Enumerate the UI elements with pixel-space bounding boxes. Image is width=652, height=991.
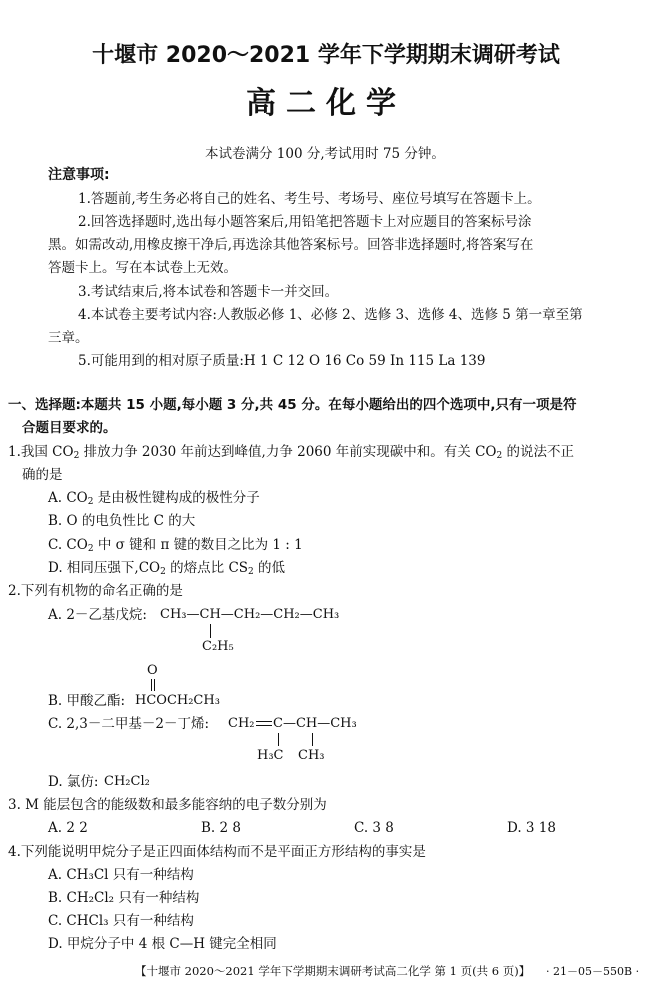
page-footer: 【十堰市 2020～2021 学年下学期期末调研考试高二化学 第 1 页(共 6 页)】 [135, 964, 531, 978]
q2-option-c-bond-2 [312, 733, 313, 746]
q3-option-c: C. 3 8 [354, 820, 394, 836]
notice-line-8: 5.可能用到的相对原子质量:H 1 C 12 O 16 Co 59 In 115 La 139 [78, 353, 486, 369]
q2-option-c-chain-a: CH₂ [228, 716, 255, 731]
q1-option-d: D. 相同压强下$,CO_2$ 的熔点比 $CS_2$ 的低 [48, 560, 286, 577]
q2-option-a-chain: CH₃—CH—CH₂—CH₂—CH₃ [160, 607, 340, 622]
q3-option-b: B. 2 8 [201, 820, 241, 836]
notice-line-1: 1.答题前,考生务必将自己的姓名、考生号、考场号、座位号填写在答题卡上。 [78, 191, 541, 207]
q4-option-c: C. CHCl₃ 只有一种结构 [48, 913, 194, 929]
subject-title: 高二化学 [246, 86, 406, 121]
notice-heading: 注意事项: [48, 167, 110, 183]
q2-option-a-branch: C₂H₅ [202, 639, 234, 654]
q1-stem-cont: 确的是 [22, 467, 63, 483]
q1-option-c: C. $CO_2$ 中 σ 键和 π 键的数目之比为 1 : 1 [48, 537, 303, 554]
q2-option-b-bond-2 [154, 679, 155, 691]
q2-option-c-double-bond-2 [256, 725, 272, 726]
notice-line-5: 3.考试结束后,将本试卷和答题卡一并交回。 [78, 284, 339, 300]
q4-option-b: B. CH₂Cl₂ 只有一种结构 [48, 890, 200, 906]
q2-stem: 2.下列有机物的命名正确的是 [8, 583, 183, 599]
q4-option-a: A. CH₃Cl 只有一种结构 [48, 867, 194, 883]
exam-info: 本试卷满分 100 分,考试用时 75 分钟。 [205, 146, 445, 162]
q2-option-a-label: A. 2－乙基戊烷: [48, 607, 147, 623]
q2-option-b-label: B. 甲酸乙酯: [48, 693, 126, 709]
paper-code: · 21－05－550B · [546, 965, 640, 978]
q2-option-b-oxygen: O [147, 663, 158, 678]
section-heading-line-2: 合题目要求的。 [22, 420, 117, 436]
q2-option-c-chain-b: C—CH—CH₃ [273, 716, 357, 731]
q3-stem: 3. M 能层包含的能级数和最多能容纳的电子数分别为 [8, 797, 327, 813]
exam-title: 十堰市 2020～2021 学年下学期期末调研考试 [92, 43, 560, 68]
q1-option-b: B. O 的电负性比 C 的大 [48, 513, 196, 529]
notice-line-7: 三章。 [48, 330, 89, 346]
q1-stem: 1.我国 $CO_2$ 排放力争 2030 年前达到峰值,力争 2060 年前实现碳中和。有关 $CO_2$ 的说法不正 [8, 444, 574, 461]
q2-option-b-bond-1 [151, 679, 152, 691]
q2-option-d-formula: CH₂Cl₂ [104, 774, 150, 789]
q2-option-c-bond-1 [278, 733, 279, 746]
q4-option-d: D. 甲烷分子中 4 根 C—H 键完全相同 [48, 936, 277, 952]
q2-option-c-label: C. 2,3－二甲基－2－丁烯: [48, 716, 210, 732]
notice-line-3: 黑。如需改动,用橡皮擦干净后,再选涂其他答案标号。回答非选择题时,将答案写在 [48, 237, 534, 253]
q2-option-d-label: D. 氯仿: [48, 774, 99, 790]
q2-option-a-bond [210, 624, 211, 638]
section-heading-line-1: 一、选择题:本题共 15 小题,每小题 3 分,共 45 分。在每小题给出的四个选项中,只有一项是符 [8, 397, 577, 413]
q1-option-a: A. $CO_2$ 是由极性键构成的极性分子 [48, 490, 260, 507]
notice-line-2: 2.回答选择题时,选出每小题答案后,用铅笔把答题卡上对应题目的答案标号涂 [78, 214, 532, 230]
q2-option-c-double-bond-1 [256, 721, 272, 722]
q2-option-c-branch-2: CH₃ [298, 748, 325, 763]
q2-option-c-branch-1: H₃C [257, 748, 284, 763]
q3-option-d: D. 3 18 [507, 820, 556, 836]
notice-line-4: 答题卡上。写在本试卷上无效。 [48, 260, 237, 276]
q3-option-a: A. 2 2 [48, 820, 88, 836]
q2-option-b-formula: HCOCH₂CH₃ [135, 693, 220, 708]
notice-line-6: 4.本试卷主要考试内容:人教版必修 1、必修 2、选修 3、选修 4、选修 5 第一章至第 [78, 307, 583, 323]
q4-stem: 4.下列能说明甲烷分子是正四面体结构而不是平面正方形结构的事实是 [8, 844, 426, 860]
